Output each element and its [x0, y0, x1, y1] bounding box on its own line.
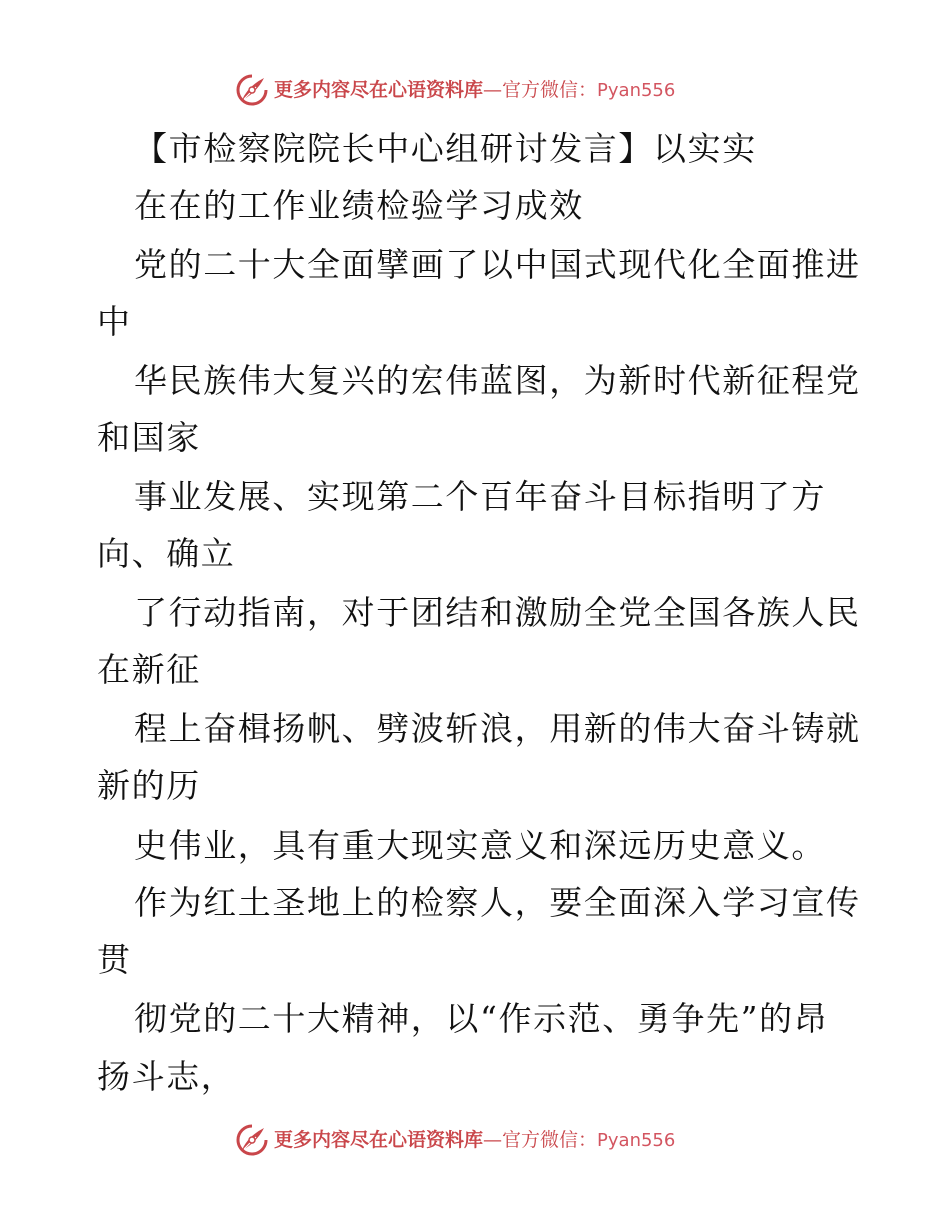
quill-pen-logo-icon: [234, 72, 270, 108]
body-line: 党的二十大全面擘画了以中国式现代化全面推进: [134, 245, 861, 284]
header-banner-text: [274, 79, 675, 102]
body-line: 了行动指南，对于团结和激励全党全国各族人民: [134, 593, 861, 632]
footer-banner-main: 更多内容尽在心语资料库: [274, 1129, 484, 1151]
header-banner: [0, 70, 950, 110]
footer-banner-account: Pyan556: [597, 1130, 676, 1151]
header-banner-account: Pyan556: [597, 80, 676, 101]
body-line: 贯: [97, 940, 132, 979]
body-line: 在新征: [97, 650, 201, 689]
header-banner-main: 更多内容尽在心语资料库: [274, 79, 484, 101]
body-line: 史伟业，具有重大现实意义和深远历史意义。: [134, 826, 826, 865]
quill-pen-logo-icon: [234, 1122, 270, 1158]
body-line: 彻党的二十大精神，以“作示范、勇争先”的昂: [134, 999, 829, 1038]
body-line: 扬斗志，: [97, 1057, 236, 1096]
body-line: 和国家: [97, 418, 201, 457]
footer-banner-dash: —: [483, 1129, 503, 1151]
body-line: 新的历: [97, 766, 201, 805]
footer-banner: [0, 1120, 950, 1160]
footer-banner-label: 官方微信：: [502, 1129, 598, 1151]
header-banner-dash: —: [483, 79, 503, 101]
footer-banner-text: [274, 1129, 675, 1152]
header-banner-label: 官方微信：: [502, 79, 598, 101]
body-line: 作为红土圣地上的检察人，要全面深入学习宣传: [134, 883, 861, 922]
body-line: 中: [97, 302, 132, 341]
document-title-line-1: 【市检察院院长中心组研讨发言】以实实: [134, 129, 757, 168]
body-line: 事业发展、实现第二个百年奋斗目标指明了方: [134, 477, 826, 516]
body-line: 程上奋楫扬帆、劈波斩浪，用新的伟大奋斗铸就: [134, 709, 861, 748]
body-line: 向、确立: [97, 534, 236, 573]
document-title-line-2: 在在的工作业绩检验学习成效: [134, 186, 584, 225]
body-line: 华民族伟大复兴的宏伟蓝图，为新时代新征程党: [134, 361, 861, 400]
